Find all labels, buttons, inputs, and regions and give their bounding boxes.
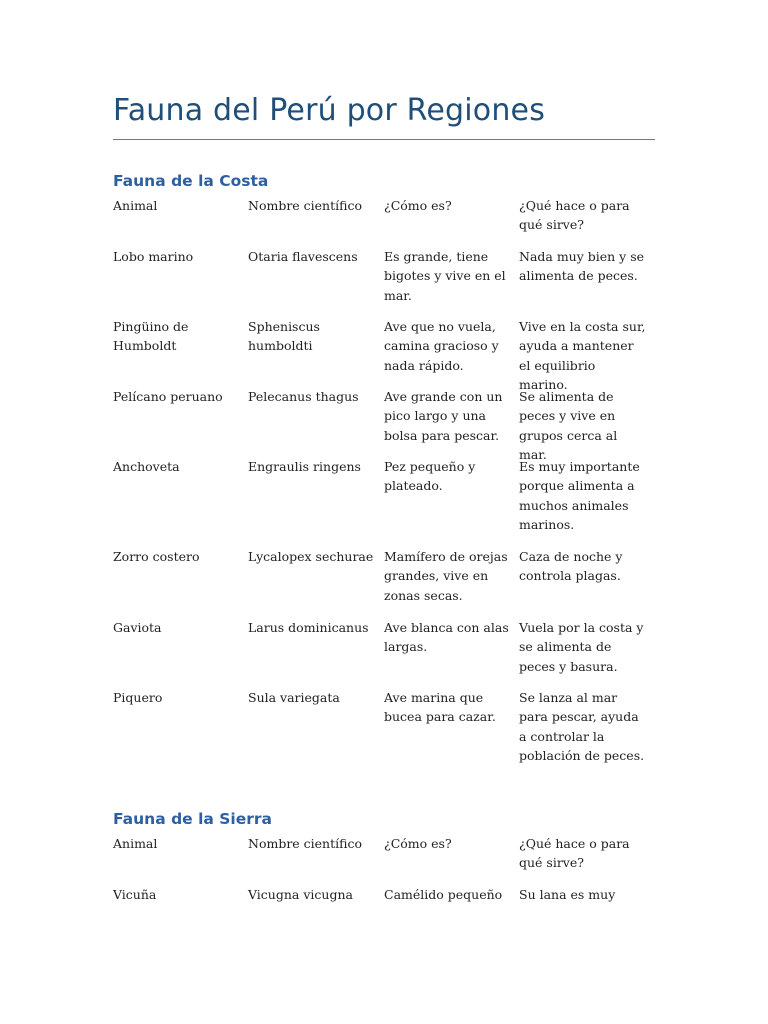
table-cell: Engraulis ringens <box>248 459 361 474</box>
table-cell: Larus dominicanus <box>248 620 369 635</box>
table-cell: Caza de noche y controla plagas. <box>519 549 623 584</box>
table-cell: Piquero <box>113 690 163 705</box>
table-cell: Vicugna vicugna <box>248 887 353 902</box>
table-cell: Ave blanca con alas largas. <box>384 620 509 655</box>
table-cell: Mamífero de orejas grandes, vive en zonas secas. <box>384 549 508 603</box>
table-cell: Pez pequeño y plateado. <box>384 459 476 494</box>
title-divider <box>113 139 655 140</box>
table-cell: Lycalopex sechurae <box>248 549 374 564</box>
header-cell-scientific-name: Nombre científico <box>248 198 362 213</box>
table-cell: Nada muy bien y se alimenta de peces. <box>519 249 645 284</box>
table-cell: Lobo marino <box>113 249 194 264</box>
table-cell: Se alimenta de peces y vive en grupos cerca al mar. <box>519 389 618 463</box>
table-cell: Su lana es muy <box>519 887 616 902</box>
header-cell-description: ¿Cómo es? <box>384 836 452 851</box>
table-cell: Sula variegata <box>248 690 340 705</box>
table-cell: Pelecanus thagus <box>248 389 359 404</box>
table-cell: Vive en la costa sur, ayuda a mantener el equilibrio marino. <box>519 319 646 393</box>
table-cell: Gaviota <box>113 620 162 635</box>
table-cell: Camélido pequeño <box>384 887 503 902</box>
section-heading-sierra: Fauna de la Sierra <box>113 810 272 828</box>
table-cell: Otaria flavescens <box>248 249 358 264</box>
table-cell: Spheniscus humboldti <box>248 319 320 354</box>
table-cell: Zorro costero <box>113 549 200 564</box>
table-cell: Vuela por la costa y se alimenta de peces y basura. <box>519 620 644 674</box>
header-cell-scientific-name: Nombre científico <box>248 836 362 851</box>
table-cell: Pingüino de Humboldt <box>113 319 189 354</box>
header-cell-animal: Animal <box>113 836 158 851</box>
header-cell-description: ¿Cómo es? <box>384 198 452 213</box>
table-cell: Pelícano peruano <box>113 389 223 404</box>
table-cell: Se lanza al mar para pescar, ayuda a controlar la población de peces. <box>519 690 645 764</box>
table-cell: Ave marina que bucea para cazar. <box>384 690 496 725</box>
table-cell: Es muy importante porque alimenta a muchos animales marinos. <box>519 459 640 533</box>
header-cell-purpose: ¿Qué hace o para qué sirve? <box>519 198 630 233</box>
table-cell: Anchoveta <box>113 459 180 474</box>
table-cell: Es grande, tiene bigotes y vive en el mar. <box>384 249 506 303</box>
header-cell-purpose: ¿Qué hace o para qué sirve? <box>519 836 630 871</box>
document-title: Fauna del Perú por Regiones <box>113 93 546 128</box>
table-cell: Ave que no vuela, camina gracioso y nada rápido. <box>384 319 499 373</box>
header-cell-animal: Animal <box>113 198 158 213</box>
table-cell: Ave grande con un pico largo y una bolsa para pescar. <box>384 389 503 443</box>
section-heading-costa: Fauna de la Costa <box>113 172 269 190</box>
table-cell: Vicuña <box>113 887 157 902</box>
